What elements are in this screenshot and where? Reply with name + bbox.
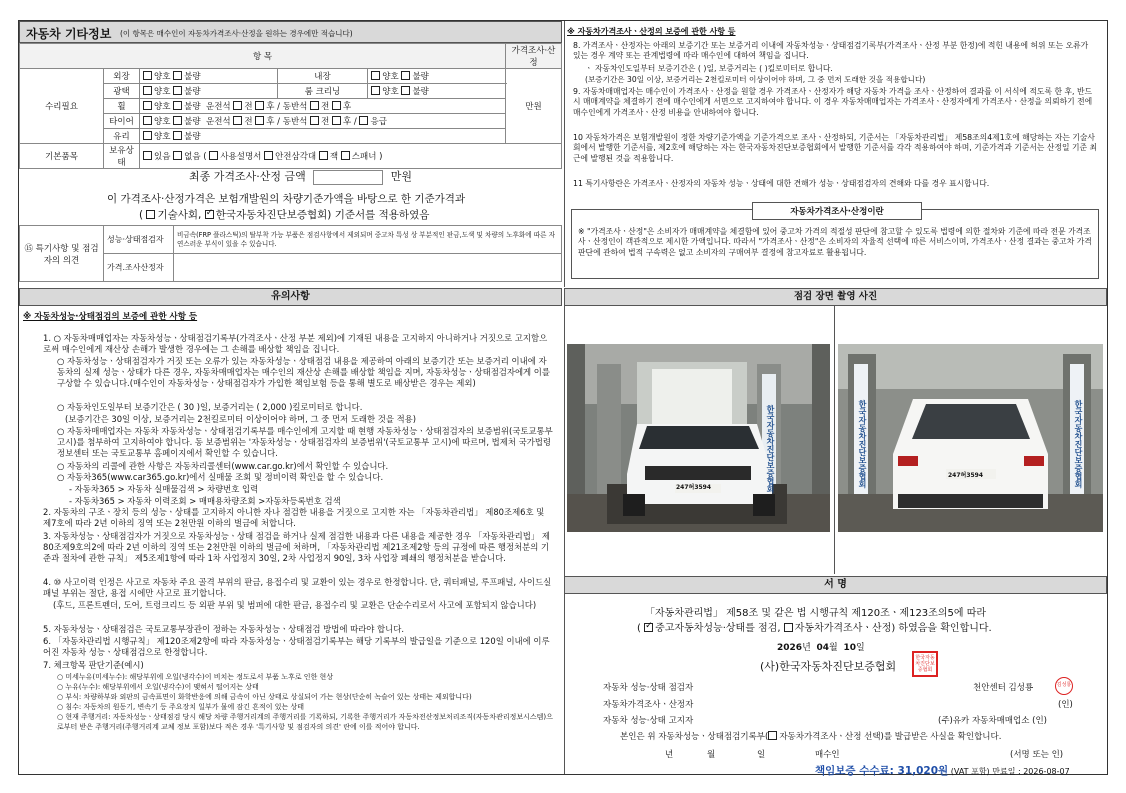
- opt-good: 양호: [154, 102, 171, 112]
- price-notice: [564, 21, 1107, 287]
- row-wheel: 휠: [117, 102, 126, 112]
- basis-opt-tech: 기술사회,: [157, 209, 202, 221]
- checkbox[interactable]: [173, 101, 182, 110]
- caution-p4: 4. ⑩ 사고이력 인정은 사고로 자동차 주요 골격 부위의 판금, 용접수리 및 교환이 있는 경우로 한정합니다. 단, 쿼터패널, 루프패널, 사이드실패널 부위는 절단, 용접 시에만 사고로 표기합니다.: [43, 577, 552, 599]
- expiry-date: 만료일 : 2026-08-07: [992, 767, 1070, 776]
- checkbox[interactable]: [209, 151, 218, 160]
- basic-items-label: 기본품목: [45, 152, 78, 162]
- vehicle-other-note: (이 항목은 매수인이 자동차가격조사·산정을 원하는 경우에만 적습니다): [120, 29, 353, 38]
- org-seal-text: 한국자동차진단보증협회: [915, 655, 935, 673]
- signature-date: [777, 640, 865, 653]
- photo-front-svg: [567, 344, 830, 532]
- caution-p1d: (보증기간은 30일 이상, 보증거리는 2천킬로미터 이상이어야 하며, 그 중 먼저 도래한 것을 적용): [65, 414, 417, 424]
- checkbox[interactable]: [143, 86, 152, 95]
- checkbox[interactable]: [255, 101, 264, 110]
- checkbox[interactable]: [143, 71, 152, 80]
- buyer-year: 년: [665, 750, 674, 760]
- signer-label: 자동차 성능·상태 고지자: [603, 716, 694, 726]
- inspection-photo-rear: [838, 344, 1103, 532]
- caution-p1f: ○ 자동차의 리콜에 관한 사항은 자동차리콜센터(www.car.go.kr)에서 확인할 수 있습니다.: [57, 461, 389, 471]
- caution-p7c: ○ 부식: 차량하부와 외판의 금속표면이 화학반응에 의해 금속이 아닌 상태로 상실되어 가는 현상(단순히 녹슬어 있는 상태는 제외합니다): [57, 693, 472, 701]
- stamp-text: 김성룡: [1056, 682, 1072, 688]
- date-month: 04: [816, 643, 830, 653]
- caution-p1c: ○ 자동차인도일부터 보증기간은 ( 30 )일, 보증거리는 ( 2,000 )킬로미터로 합니다.: [57, 402, 363, 412]
- checkbox[interactable]: [332, 101, 341, 110]
- caution-p4b: (후드, 프론트펜더, 도어, 트렁크리드 등 외판 부위 및 범퍼에 대한 판금, 용접수리 및 교환은 단순수리로서 사고에 포함되지 않습니다): [53, 600, 537, 610]
- checkbox-receipt-appraisal[interactable]: [768, 731, 777, 740]
- photos-header: [564, 288, 1107, 306]
- date-day-unit: 일: [856, 643, 865, 653]
- caution-p1b: ○ 자동차성능ㆍ상태점검자가 거짓 또는 오류가 있는 자동차성능ㆍ상태점검 내용을 제공하여 아래의 보증기간 또는 보증거리 이내에 자동차의 실제 성능ㆍ상태가 다른 경우, 자동차매매업자는 매수인의 재산상 손해를 배상할 책임을 지며, 자동차성능ㆍ상태점검자에게 이를 구상할 수 있습니다.(매수인이 자동차성능ㆍ상태점검자가 가입한 책임보험 등을 통해 별도로 배상받은 경우는 제외): [57, 356, 550, 389]
- opt-bad: 불량: [184, 87, 201, 97]
- inspector-opinion: 비금속(FRP 플라스틱)의 탈부착 가능 부품은 점검사항에서 제외되며 중고차 특성 상 부분적인 판금,도색 및 차량의 노후화에 따른 자연스러운 부식이 있을 수 있습니다.: [177, 230, 555, 248]
- signature-header: [564, 576, 1107, 594]
- vehicle-other-table: [19, 43, 562, 169]
- appraiser-label: 가격.조사산정자: [107, 263, 164, 272]
- date-year: 2026: [777, 643, 803, 653]
- caution-p6: 6. 「자동차관리법 시행규칙」 제120조제2항에 따라 자동차성능ㆍ상태점검기록부는 해당 기록부의 발급일을 기준으로 120일 이내에 이루어진 자동차 성능ㆍ상태점검으로 한정합니다.: [43, 636, 550, 658]
- caution-p7b: ○ 누유(누수): 해당부위에서 오일(냉각수)이 맺혀서 떨어지는 상태: [57, 683, 259, 691]
- banner-front: [762, 374, 776, 524]
- opt-bad: 불량: [412, 87, 429, 97]
- plate-rear: 247허3594: [948, 472, 984, 479]
- price-notice-item8-sub2: (보증기간은 30일 이상, 보증거리는 2천킬로미터 이상이어야 하며, 그 중 먼저 도래한 것을 적용합니다): [585, 75, 926, 84]
- photos-title: 점검 장면 촬영 사진: [793, 291, 878, 302]
- vehicle-other-title: 자동차 기타정보: [26, 27, 112, 41]
- price-notice-item11: 11 특기사항란은 가격조사ㆍ산정자의 자동차 성능ㆍ상태에 대한 견해가 성능ㆍ상태점검자의 견해와 다를 경우 표시합니다.: [573, 179, 990, 188]
- date-year-unit: 년: [802, 643, 811, 653]
- caution-p2: 2. 자동차의 구조ㆍ장치 등의 성능ㆍ상태를 고지하지 아니한 자나 점검한 내용을 거짓으로 고지한 자는 「자동차관리법」 제80조제6호 및 제7호에 따라 2년 이하의 징역 또는 2천만원 이하의 벌금에 처합니다.: [43, 507, 545, 529]
- cautions-body: [19, 306, 562, 774]
- checkbox[interactable]: [310, 116, 319, 125]
- opt-manual: 사용설명서: [220, 152, 262, 162]
- checkbox[interactable]: [173, 151, 182, 160]
- photo-rear-svg: [838, 344, 1103, 532]
- opt-rear-passenger: 후 / 동반석: [266, 117, 308, 127]
- row-tire: 타이어: [109, 117, 134, 127]
- row-glass: 유리: [113, 132, 130, 142]
- caution-p1h: - 자동차365 > 자동차 실매물검색 > 차량번호 입력: [69, 484, 259, 494]
- checkbox[interactable]: [255, 116, 264, 125]
- opt-bad: 불량: [184, 72, 201, 82]
- signer-row-2: [603, 714, 1083, 726]
- opt-rear-passenger: 후 / 동반석: [266, 102, 308, 112]
- photos-area: [564, 306, 1107, 598]
- confirm-opt-inspection: 중고자동차성능·상태를 점검,: [655, 623, 781, 634]
- checkbox[interactable]: [173, 71, 182, 80]
- price-notice-item10: 10 자동차가격은 보험개발원이 정한 차량기준가액을 기준가격으로 조사ㆍ산정하되, 기준서는 「자동차관리법」 제58조의4제1호에 해당하는 자는 기술사회에서 발행한 기준서를, 제2호에 해당하는 자는 한국자동차진단보증협회에서 발행한 기준서를 각각 적용하여야 하며, 기준가격과 기준서는 산정일 기준 최근에 발행된 것을 적용합니다.: [573, 133, 1098, 163]
- checkbox[interactable]: [371, 71, 380, 80]
- opt-jack: 잭: [329, 152, 339, 162]
- signer-row-0: [603, 681, 1083, 693]
- receipt-text-b: 자동차가격조사ㆍ산정 선택)를 발급받은 사실을 확인합니다.: [779, 732, 1002, 742]
- plate-front: 247허3594: [676, 484, 712, 491]
- checkbox[interactable]: [341, 151, 350, 160]
- opt-good: 양호: [382, 87, 399, 97]
- checkbox[interactable]: [371, 86, 380, 95]
- opt-rear2: 후 /: [343, 117, 357, 127]
- opt-good: 양호: [154, 132, 171, 142]
- row-gloss: 광택: [113, 87, 130, 97]
- opt-rear: 후: [343, 102, 352, 112]
- opt-good: 양호: [154, 117, 171, 127]
- final-price-input[interactable]: [313, 170, 383, 185]
- banner-text: 한국자동차진단보증협회: [858, 400, 867, 488]
- opt-spanner: 스패너 ): [351, 152, 383, 162]
- checkbox[interactable]: [319, 151, 328, 160]
- cautions-subtitle: ※ 자동차성능·상태점검의 보증에 관한 사항 등: [23, 312, 198, 322]
- signature-law-line: 「자동차관리법」 제58조 및 같은 법 시행규칙 제120조ㆍ제123조의5에 따라: [645, 608, 987, 619]
- checkbox[interactable]: [264, 151, 273, 160]
- date-month-unit: 월: [829, 643, 838, 653]
- checkbox[interactable]: [332, 116, 341, 125]
- row-exterior: 외장: [113, 72, 130, 82]
- receipt-text-a: 본인은 위 자동차성능ㆍ상태점검기록부(: [620, 732, 769, 742]
- inspector-label: 성능·상태점검자: [107, 235, 164, 244]
- banner-text: 한국자동차진단보증협회: [766, 405, 775, 493]
- basis-line-2: [139, 207, 429, 222]
- opt-good: 양호: [382, 72, 399, 82]
- checkbox[interactable]: [233, 101, 242, 110]
- price-notice-title: ※ 자동차가격조사ㆍ산정의 보증에 관한 사항 등: [567, 27, 736, 36]
- basis-paren: (: [139, 209, 144, 221]
- opt-bad: 불량: [184, 117, 201, 127]
- caution-p1i: - 자동차365 > 자동차 이력조회 > 매매용차량조회 >자동차등록번호 검색: [69, 496, 341, 506]
- caution-p1e: ○ 자동차매매업자는 자동차 자동차성능ㆍ상태점검기록부를 매수인에게 고지할 때 현행 자동차성능ㆍ상태점검자의 보증범위(국토교통부 고시)를 첨부하여 고지하여야 합니다. 동 보증범위는 '자동차성능ㆍ상태점검자의 보증범위'(국토교통부 고시)에 따르며, 법제처 국가법령정보센터 또는 국토교통부 홈페이지에서 확인할 수 있습니다.: [57, 426, 553, 459]
- checkbox[interactable]: [143, 101, 152, 110]
- signature-area: [564, 594, 1107, 777]
- cautions-title: 유의사항: [271, 291, 310, 302]
- caution-p7d: ○ 침수: 자동차의 원동기, 변속기 등 주요장치 일부가 물에 잠긴 흔적이 있는 상태: [57, 703, 305, 711]
- fee-label: 책임보증 수수료: 31,020원: [815, 765, 949, 777]
- price-definition-text: ※ "가격조사ㆍ산정"은 소비자가 매매계약을 체결함에 있어 중고차 가격의 적절성 판단에 참고할 수 있도록 법령에 의한 절차와 기준에 따라 전문 가격조사ㆍ산정인이 객관적으로 제시한 가액입니다. 따라서 "가격조사ㆍ산정"은 소비자의 자율적 선택에 따른 서비스이며, 가격조사ㆍ산정 결과는 중고차 가격판단에 관하여 법적 구속력은 없고 소비자의 구매여부 결정에 참고자료로 활용됩니다.: [578, 227, 1092, 257]
- price-definition-title: 자동차가격조사·산정이란: [752, 202, 922, 220]
- banner-rear-right: [1070, 364, 1084, 524]
- opt-none: 없음: [184, 152, 201, 162]
- col-item-header: 항 목: [252, 52, 273, 62]
- caution-p7a: ○ 미세누유(미세누수): 해당부위에 오일(냉각수)이 비치는 정도로서 부품 노후로 인한 현상: [57, 673, 334, 681]
- checkbox[interactable]: [310, 101, 319, 110]
- receipt-line: [620, 730, 1001, 742]
- signature-confirm-line: [637, 619, 992, 634]
- buyer-day: 일: [757, 750, 766, 760]
- checkbox[interactable]: [233, 116, 242, 125]
- checkbox[interactable]: [401, 71, 410, 80]
- price-notice-item8: 8. 가격조사ㆍ산정자는 아래의 보증기간 또는 보증거리 이내에 자동차성능ㆍ상태점검기록부(가격조사ㆍ산정 부분 한정)에 적힌 내용에 허위 또는 오류가 있는 경우 계약 또는 관계법령에 따라 매수인에 대하여 책임을 집니다.: [573, 41, 1089, 61]
- price-notice-item8-sub1: ㆍ 자동차인도일부터 보증기간은 ( )일, 보증거리는 ( )킬로미터로 합니다.: [585, 64, 833, 73]
- opt-front2: 전: [321, 102, 330, 112]
- opt-front: 전: [244, 117, 253, 127]
- checkbox-tech-society[interactable]: [146, 210, 155, 219]
- org-name: (사)한국자동차진단보증협회: [760, 660, 897, 673]
- confirm-paren: (: [637, 623, 641, 634]
- special-label: ⑮ 특기사항 및 점검자의 의견: [24, 243, 99, 266]
- appraiser-opinion[interactable]: [174, 254, 562, 282]
- signature-title: 서 명: [824, 579, 847, 590]
- opt-good: 양호: [154, 87, 171, 97]
- checkbox[interactable]: [173, 131, 182, 140]
- driver-seat: 운전석: [205, 102, 231, 112]
- caution-p1g: ○ 자동차365(www.car365.go.kr)에서 실매물 조회 및 정비이력 확인을 할 수 있습니다.: [57, 472, 384, 482]
- col-price-header: 가격조사·산정: [511, 46, 556, 68]
- special-notes-table: [19, 225, 562, 282]
- checkbox-appraisal[interactable]: [784, 623, 793, 632]
- opt-has: 있음: [154, 152, 171, 162]
- checkbox[interactable]: [173, 116, 182, 125]
- opt-bad: 불량: [412, 72, 429, 82]
- signer-value: (주)유카 자동차매매업소 (인): [938, 716, 1047, 726]
- paren-open: (: [203, 152, 207, 162]
- vehicle-other-header: [19, 21, 562, 43]
- opt-good: 양호: [154, 72, 171, 82]
- banner-text: 한국자동차진단보증협회: [1074, 400, 1083, 488]
- opt-bad: 불량: [184, 132, 201, 142]
- opt-bad: 불량: [184, 102, 201, 112]
- buyer-label: 매수인: [815, 750, 840, 760]
- buyer-sign[interactable]: (서명 또는 인): [1010, 750, 1064, 760]
- row-interior: 내장: [314, 72, 331, 82]
- opt-triangle: 안전삼각대: [275, 152, 317, 162]
- final-price-unit: 만원: [390, 170, 413, 183]
- signer-label: 자동차가격조사ㆍ산정자: [603, 700, 694, 710]
- price-notice-item9: 9. 자동차매매업자는 매수인이 가격조사ㆍ산정을 원할 경우 가격조사ㆍ산정자가 해당 자동차 가격을 조사ㆍ산정하여 결과를 이 서식에 적도록 한 후, 반드시 매매계약을 체결하기 전에 매수인에게 서면으로 고지하여야 합니다. 이 경우 자동차매매업자는 가격조사ㆍ산정자에게 가격조사ㆍ산정을 의뢰하기 전에 매수인에게 가격조사ㆍ산정 비용을 안내하여야 합니다.: [573, 87, 1093, 117]
- checkbox[interactable]: [143, 131, 152, 140]
- checkbox[interactable]: [359, 116, 368, 125]
- basis-line-1: 이 가격조사·산정가격은 보험개발원의 차량기준가액을 바탕으로 한 기준가격과: [107, 193, 466, 205]
- checkbox[interactable]: [401, 86, 410, 95]
- checkbox[interactable]: [173, 86, 182, 95]
- checkbox-inspection[interactable]: [644, 623, 653, 632]
- checkbox-kadia[interactable]: [205, 210, 214, 219]
- inspector-stamp: [1055, 677, 1073, 695]
- opt-front: 전: [244, 102, 253, 112]
- buyer-month: 월: [707, 750, 716, 760]
- final-price-row: [189, 168, 412, 185]
- cautions-header: [19, 288, 562, 306]
- fee-row: [815, 763, 1070, 778]
- signer-label: 자동차 성능·상태 점검자: [603, 683, 694, 693]
- banner-rear-left: [854, 364, 868, 524]
- caution-p3: 3. 자동차성능ㆍ상태점검자가 거짓으로 자동차성능ㆍ상태 점검을 하거나 실제 점검한 내용과 다른 내용을 제공한 경우 「자동차관리법」 제80조제9호의2에 따라 2년 이하의 징역 또는 2천만원 이하의 벌금에 처하며, 「자동차관리법 제21조제2항 등의 규정에 따른 행정처분의 기준과 절차에 관한 규칙」 제5조제1항에 따라 1차 사업정지 30일, 2차 사업정지 90일, 3차 사업장 폐쇄의 행정처분을 받습니다.: [43, 531, 550, 564]
- row-room-cleaning: 룸 크리닝: [304, 87, 341, 97]
- date-day: 10: [843, 643, 856, 653]
- photo-divider: [834, 306, 835, 574]
- opt-front2: 전: [321, 117, 330, 127]
- basis-opt-kadia: 한국자동차진단보증협회) 기준서를 적용하였음: [215, 209, 430, 221]
- org-seal: [912, 651, 938, 677]
- caution-p1: 1. ○ 자동차매매업자는 자동차성능ㆍ상태점검기록부(가격조사ㆍ산정 부분 제외)에 기재된 내용을 고지하지 아니하거나 거짓으로 고지함으로써 매수인에게 재산상 손해가 발생한 경우에는 그 손해를 배상할 책임을 집니다.: [43, 333, 548, 355]
- checkbox[interactable]: [143, 116, 152, 125]
- checkbox[interactable]: [143, 151, 152, 160]
- driver-seat: 운전석: [205, 117, 231, 127]
- caution-p7e: ○ 현재 주행거리: 자동차성능ㆍ상태점검 당시 해당 차량 주행거리계의 주행거리를 기록하되, 기록한 주행거리가 자동차전산정보처리조직(자동차관리정보시스템)으로부터 받은 주행거리(주행거리계 교체 정보 포함)보다 적은 경우 '특기사항 및 점검자의 의견' 란에 이를 적어야 합니다.: [57, 713, 553, 731]
- confirm-opt-appraisal: 자동차가격조사ㆍ산정) 하였음을 확인합니다.: [794, 623, 992, 634]
- price-definition-box: [571, 209, 1099, 279]
- fee-note: (VAT 포함): [950, 767, 990, 776]
- document-frame: [18, 20, 1108, 775]
- caution-p5: 5. 자동차성능ㆍ상태점검은 국토교통부장관이 정하는 자동차성능ㆍ상태점검 방법에 따라야 합니다.: [43, 624, 404, 634]
- signer-value: 천안센터 김성룡: [973, 683, 1034, 693]
- signature-org: [760, 655, 935, 674]
- repair-label: 수리필요: [45, 102, 78, 112]
- inspection-photo-front: [567, 344, 830, 532]
- opt-spare: 응급: [370, 117, 387, 127]
- holding-status: 보유상태: [109, 146, 134, 168]
- final-price-label: 최종 가격조사·산정 금액: [189, 170, 306, 183]
- caution-p7: 7. 체크항목 판단기준(예시): [43, 660, 144, 670]
- price-unit: 만원: [525, 102, 542, 112]
- signer-value: (인): [1058, 700, 1073, 710]
- signer-row-1: [603, 698, 1083, 710]
